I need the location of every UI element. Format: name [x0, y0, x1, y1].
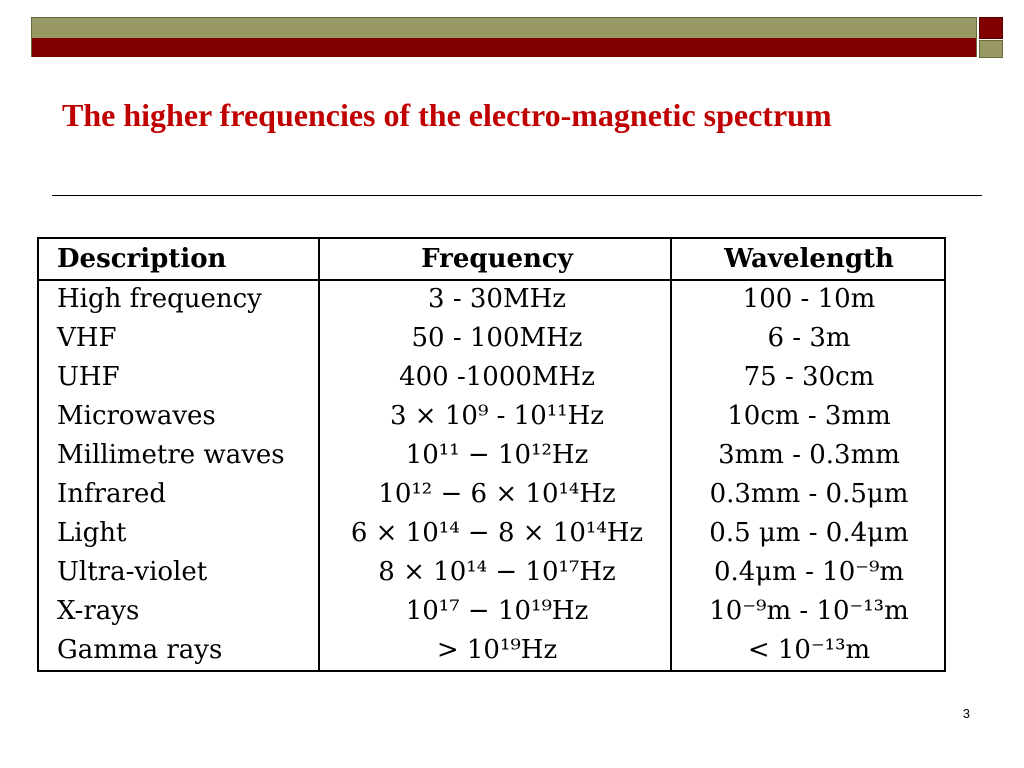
row-7-description: Ultra-violet — [57, 557, 208, 587]
row-1-wavelength: 6 - 3m — [767, 323, 851, 353]
page-number: 3 — [962, 706, 970, 721]
row-3-frequency: 3 × 10⁹ - 10¹¹Hz — [390, 401, 604, 431]
column-divider-1 — [318, 239, 320, 670]
header-wavelength: Wavelength — [724, 244, 894, 274]
row-9-frequency: > 10¹⁹Hz — [436, 635, 558, 665]
row-6-description: Light — [57, 518, 127, 548]
row-3-wavelength: 10cm - 3mm — [727, 401, 891, 431]
row-0-wavelength: 100 - 10m — [742, 284, 876, 314]
row-7-frequency: 8 × 10¹⁴ − 10¹⁷Hz — [378, 557, 616, 587]
row-6-wavelength: 0.5 μm - 0.4μm — [709, 518, 909, 548]
row-9-wavelength: < 10⁻¹³m — [747, 635, 871, 665]
row-5-description: Infrared — [57, 479, 167, 509]
row-2-frequency: 400 -1000MHz — [399, 362, 595, 392]
row-8-wavelength: 10⁻⁹m - 10⁻¹³m — [709, 596, 909, 626]
row-9-description: Gamma rays — [57, 635, 223, 665]
row-0-description: High frequency — [57, 284, 262, 314]
header-description: Description — [57, 244, 227, 274]
row-5-frequency: 10¹² − 6 × 10¹⁴Hz — [378, 479, 616, 509]
row-2-wavelength: 75 - 30cm — [743, 362, 875, 392]
row-4-wavelength: 3mm - 0.3mm — [718, 440, 900, 470]
title-divider — [52, 195, 982, 196]
row-0-frequency: 3 - 30MHz — [428, 284, 566, 314]
top-bar-olive-stripe — [32, 18, 976, 38]
row-8-description: X-rays — [57, 596, 140, 626]
row-4-description: Millimetre waves — [57, 440, 285, 470]
corner-box-maroon — [979, 17, 1003, 39]
row-4-frequency: 10¹¹ − 10¹²Hz — [405, 440, 589, 470]
slide-title: The higher frequencies of the electro-magnetic spectrum — [62, 97, 832, 133]
row-1-description: VHF — [57, 323, 117, 353]
corner-box-olive — [979, 40, 1003, 58]
row-5-wavelength: 0.3mm - 0.5μm — [709, 479, 909, 509]
table-header-row — [39, 239, 944, 281]
top-bar-maroon-stripe — [32, 38, 976, 57]
header-frequency: Frequency — [421, 244, 573, 274]
row-8-frequency: 10¹⁷ − 10¹⁹Hz — [405, 596, 589, 626]
spectrum-table — [37, 237, 946, 672]
row-6-frequency: 6 × 10¹⁴ − 8 × 10¹⁴Hz — [350, 518, 644, 548]
row-2-description: UHF — [57, 362, 120, 392]
row-3-description: Microwaves — [57, 401, 216, 431]
row-1-frequency: 50 - 100MHz — [411, 323, 583, 353]
row-7-wavelength: 0.4μm - 10⁻⁹m — [713, 557, 905, 587]
top-decorative-bar — [31, 17, 977, 57]
